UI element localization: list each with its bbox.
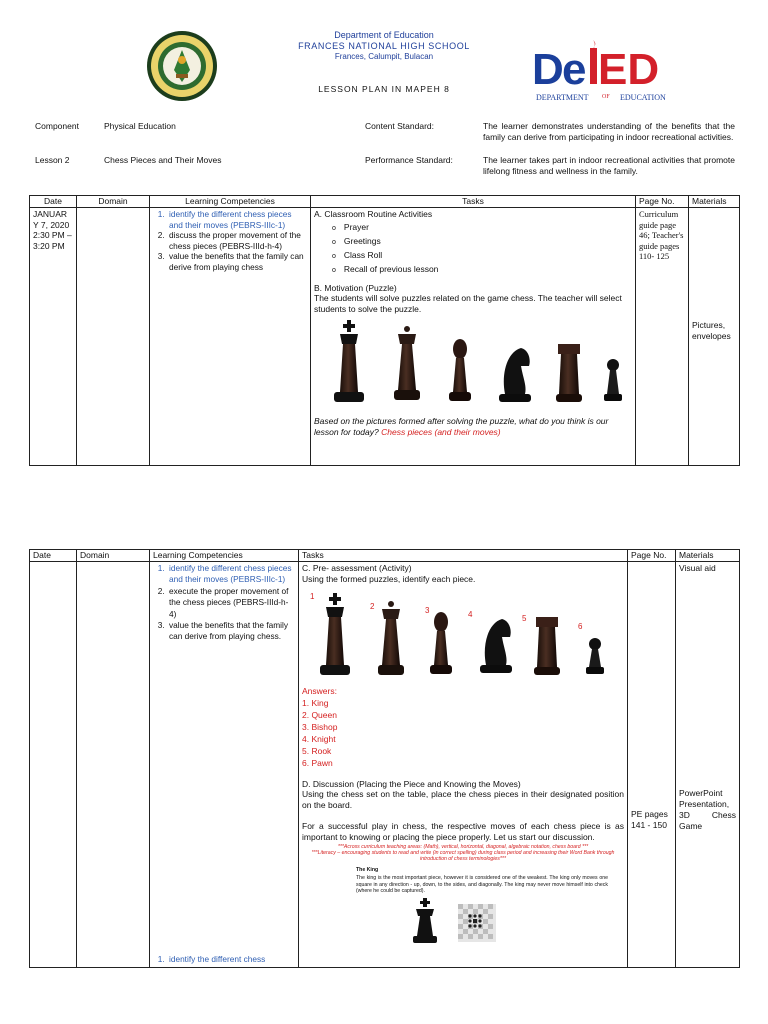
pre-assessment-title: C. Pre- assessment (Activity) [302,563,412,573]
piece-number: 1 [310,591,315,601]
chess-queen-icon [378,601,404,675]
lesson-label: Lesson 2 [35,155,70,165]
svg-text:EDUCATION: EDUCATION [620,93,666,102]
plan-title: LESSON PLAN IN MAPEH 8 [318,84,450,94]
competencies-cell [150,208,311,466]
routine-title: A. Classroom Routine Activities [314,209,433,219]
chess-bishop-icon [449,339,471,401]
svg-text:D: D [532,45,564,94]
col-domain: Domain [77,196,150,208]
answer-item: 3. Bishop [302,721,338,732]
discussion-text-2: For a successful play in chess, the respective moves of each chess piece is as important to knowing or placing the piece properly. Let us start our discussion. [302,820,624,842]
domain-cell [77,208,150,466]
chess-knight-icon [480,619,512,673]
routine-list [314,221,632,277]
piece-number: 4 [468,609,473,619]
chess-pawn-icon [586,638,604,674]
col-domain: Domain [77,550,150,562]
motivation-text: The students will solve puzzles related on the game chess. The teacher will select students to solve the puzzle. [314,293,622,314]
performance-standard-value: The learner takes part in indoor recreational activities that promote lifelong fitness and wellness in the family. [483,155,735,176]
lesson-answer: Chess pieces (and their moves) [381,426,501,437]
pre-assessment-text: Using the formed puzzles, identify each piece. [302,573,476,584]
competency-item: 2. discuss the proper movement of the chess pieces (PEBRS-IIId-h-4) [167,230,307,251]
chess-knight-icon [499,348,531,402]
answer-item: 2. Queen [302,709,337,720]
materials-text: Pictures, envelopes [692,319,731,341]
table-header-row [30,196,740,208]
integration-note-1: ***Across curriculum teaching areas: (Math), vertical, horizontal, diagonal, algebraic notation, chess board *** [337,843,589,850]
piece-number: 6 [578,621,583,631]
lesson-table-1 [29,195,740,466]
table-row [30,208,740,466]
page-no-text: PE pages 141 - 150 [631,809,668,830]
list-item: o Recall of previous lesson [344,263,632,277]
table-row [30,562,740,968]
date-cell [30,562,77,968]
svg-text:DEPARTMENT: DEPARTMENT [536,93,589,102]
domain-cell [77,562,150,968]
col-tasks: Tasks [311,196,636,208]
page-no-cell: Curriculum guide page 46; Teacher's guide pages 110- 125 [636,208,689,466]
answer-item: 6. Pawn [302,757,333,768]
date-cell: JANUAR Y 7, 2020 2:30 PM – 3:20 PM [30,208,77,466]
chess-king-icon [412,898,438,944]
col-competencies: Learning Competencies [150,550,299,562]
integration-note-2: ***Literacy – encouraging students to read and write (in correct spelling) during class period and increasing their Word Bank through introduction of chess terminologies*** [311,849,615,863]
chess-king-icon [334,320,364,402]
competency-item: 3. value the benefits that the family can derive from playing chess [167,251,307,272]
tasks-cell [299,562,628,968]
chess-king-icon [320,593,350,675]
piece-number: 2 [370,601,375,611]
lesson-value: Chess Pieces and Their Moves [104,155,222,165]
school-name: FRANCES NATIONAL HIGH SCHOOL [298,41,470,51]
competency-item: 2. execute the proper movement of the chess pieces (PEBRS-IIId-h-4) [167,586,295,620]
materials-cell [676,562,740,968]
component-label: Component [35,121,79,131]
chess-queen-icon [394,326,420,400]
motivation-title: B. Motivation (Puzzle) [314,282,397,293]
col-page-no: Page No. [636,196,689,208]
answer-item: 1. King [302,697,329,708]
answers-block [302,685,624,769]
competency-item: 1. identify the different chess [167,954,265,965]
competency-item: 1. identify the different chess pieces and their moves (PEBRS-IIIc-1) [167,563,295,586]
component-value: Physical Education [104,121,176,131]
materials-cell [689,208,740,466]
deped-logo-icon [530,38,690,106]
materials-top-text: Visual aid [679,563,716,573]
col-page-no: Page No. [628,550,676,562]
col-date: Date [30,550,77,562]
discussion-title: D. Discussion (Placing the Piece and Knowing the Moves) [302,778,521,789]
chess-pawn-icon [604,359,622,401]
answers-title: Answers: [302,685,337,696]
materials-mid-text: PowerPoint Presentation, 3D Chess Game [679,788,736,831]
lesson-table-2 [29,549,740,968]
competency-item: 1. identify the different chess pieces and their moves (PEBRS-IIIc-1) [167,209,307,230]
list-item: o Class Roll [344,249,632,263]
chess-bishop-icon [430,612,452,674]
page-no-cell [628,562,676,968]
list-item: o Prayer [344,221,632,235]
piece-number: 5 [522,613,527,623]
school-address: Frances, Calumpit, Bulacan [334,52,434,61]
king-text: The king is the most important piece, however it is considered one of the weakest. The king only moves one square in any direction - up, down, to the sides, and diagonally. The king may never move himself into check (where he could be captured). [356,875,608,895]
discussion-text-1: Using the chess set on the table, place the chess pieces in their designated position on the board. [302,789,624,811]
department-name: Department of Education [334,30,434,40]
king-title: The King [356,866,379,873]
performance-standard-label: Performance Standard: [365,155,453,165]
chess-rook-icon [534,617,560,675]
lesson-question: Based on the pictures formed after solving the puzzle, what do you think is our lesson for today? [314,416,609,437]
table-header-row [30,550,740,562]
list-item: o Greetings [344,235,632,249]
answer-item: 4. Knight [302,733,336,744]
col-materials: Materials [689,196,740,208]
content-standard-label: Content Standard: [365,121,434,131]
col-competencies: Learning Competencies [150,196,311,208]
svg-text:ED: ED [598,45,660,94]
content-standard-value: The learner demonstrates understanding of the benefits that the family can derive from participating in indoor recreational activities. [483,121,735,142]
col-tasks: Tasks [299,550,628,562]
competencies-cell [150,562,299,968]
col-materials: Materials [676,550,740,562]
chess-rook-icon [556,344,582,402]
tasks-cell [311,208,636,466]
chess-pieces-numbered-image [302,587,624,683]
svg-text:OF: OF [602,94,610,100]
chess-pieces-image [314,318,632,414]
competency-item: 3. value the benefits that the family can derive from playing chess. [167,620,295,643]
answer-item: 5. Rook [302,745,332,756]
chess-board-diagram-icon [458,904,496,942]
col-date: Date [30,196,77,208]
king-illustration [302,898,624,944]
piece-number: 3 [425,605,430,615]
svg-text:e: e [562,45,587,94]
